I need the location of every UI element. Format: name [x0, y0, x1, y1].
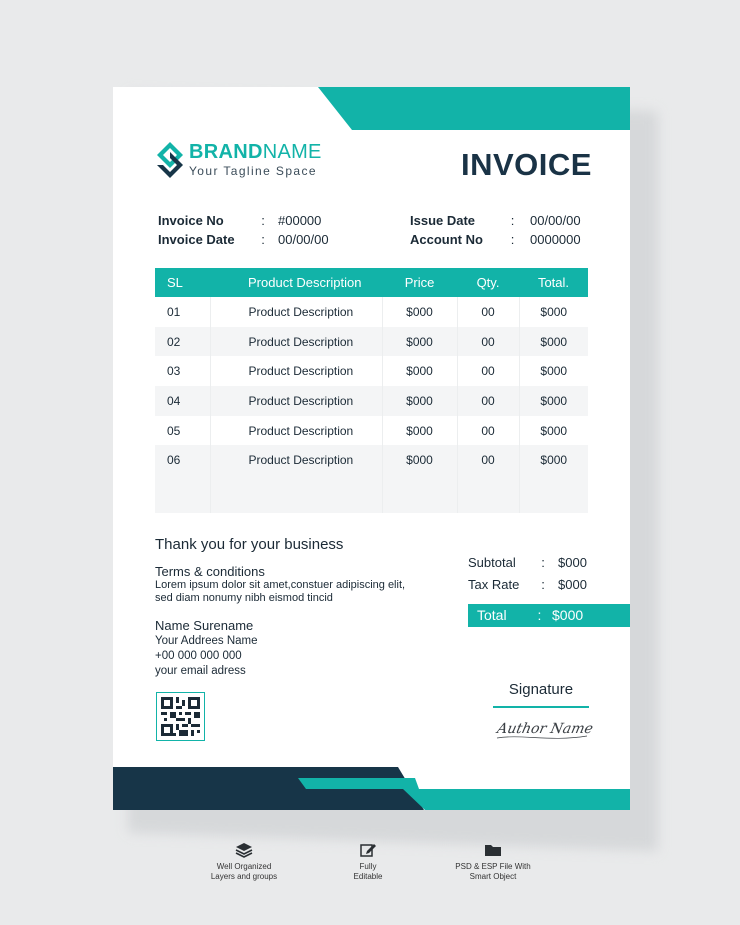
terms-text	[155, 579, 425, 605]
qr-code	[156, 692, 205, 741]
brand-block	[155, 140, 322, 178]
cell-sl: 05	[155, 416, 210, 446]
signature-label: Signature	[508, 681, 574, 698]
feature-item	[333, 842, 403, 882]
thank-you-text: Thank you for your business	[155, 536, 344, 553]
table-row	[155, 356, 588, 386]
subtotal-separator: :	[541, 555, 545, 570]
feature-line: Smart Object	[469, 872, 517, 881]
cell-description: Product Description	[210, 356, 382, 386]
contact-address: Your Addrees Name	[155, 635, 258, 647]
tax-row	[468, 574, 587, 596]
contact-email: your email adress	[155, 665, 246, 677]
brand-name-bold: BRAND	[189, 140, 263, 163]
subtotal-value: $000	[558, 555, 587, 570]
grand-total-bar	[468, 604, 630, 627]
table-row	[155, 445, 588, 475]
feature-item	[448, 842, 538, 882]
cell-sl: 03	[155, 356, 210, 386]
cell-total: $000	[540, 423, 568, 438]
cell-price: $000	[382, 356, 457, 386]
meta-label: Issue Date	[410, 213, 476, 228]
cell-total: $000	[519, 445, 588, 475]
meta-value: #00000	[278, 213, 322, 228]
cell-total: $000	[540, 364, 568, 379]
meta-label: Invoice Date	[158, 232, 235, 247]
feature-line: PSD & ESP File With	[455, 862, 531, 871]
meta-label: Account No	[410, 232, 483, 247]
terms-line: sed diam nonumy nibh eismod tincid	[155, 592, 333, 604]
feature-line: Fully	[359, 862, 377, 871]
invoice-meta-left	[158, 211, 329, 249]
cell-total: $000	[540, 304, 568, 319]
cell-price: $000	[382, 416, 457, 446]
brand-tagline: Your Tagline Space	[189, 163, 317, 178]
table-header-row	[155, 268, 588, 297]
cell-price: $000	[382, 386, 457, 416]
cell-qty: 00	[457, 445, 519, 475]
invoice-page	[113, 87, 630, 810]
cell-description: Product Description	[210, 386, 382, 416]
total-separator: :	[537, 607, 542, 623]
meta-separator: :	[510, 213, 515, 228]
bottom-accent-band	[113, 767, 630, 810]
cell-price: $000	[382, 297, 457, 327]
contact-block	[155, 618, 258, 679]
total-value: $000	[552, 607, 584, 623]
folder-icon	[484, 842, 502, 858]
subtotal-label: Subtotal	[468, 555, 516, 570]
brand-logo-icon	[155, 140, 185, 178]
total-label: Total	[477, 607, 507, 623]
layers-icon	[235, 842, 253, 858]
author-signature-text: Author Name	[495, 721, 595, 737]
header-description: Product Description	[210, 268, 382, 297]
features-row	[0, 842, 740, 902]
meta-row	[410, 230, 581, 249]
cell-description: Product Description	[210, 416, 382, 446]
tax-separator: :	[541, 577, 545, 592]
terms-line: Lorem ipsum dolor sit amet,constuer adipiscing elit,	[155, 579, 406, 591]
feature-line: Layers and groups	[210, 872, 278, 881]
cell-sl: 04	[155, 386, 210, 416]
contact-name: Name Surename	[155, 618, 254, 633]
contact-phone: +00 000 000 000	[155, 650, 242, 662]
meta-value: 00/00/00	[278, 232, 329, 247]
header-price: Price	[382, 268, 457, 297]
cell-total: $000	[519, 327, 588, 357]
author-signature	[491, 712, 601, 746]
cell-price: $000	[382, 445, 457, 475]
header-sl: SL	[155, 268, 210, 297]
meta-separator: :	[261, 213, 265, 228]
invoice-meta-right	[410, 211, 581, 249]
tax-label: Tax Rate	[468, 577, 520, 592]
subtotal-row	[468, 552, 587, 574]
table-row	[155, 297, 588, 327]
feature-item	[204, 842, 284, 882]
header-qty: Qty.	[457, 268, 519, 297]
cell-qty: 00	[457, 386, 519, 416]
terms-title: Terms & conditions	[155, 564, 265, 579]
meta-value: 00/00/00	[530, 213, 581, 228]
cell-qty: 00	[457, 297, 519, 327]
cell-qty: 00	[457, 356, 519, 386]
table-row	[155, 327, 588, 357]
feature-line: Editable	[353, 872, 383, 881]
cell-sl: 02	[155, 327, 210, 357]
meta-separator: :	[261, 232, 265, 247]
meta-value: 0000000	[530, 232, 581, 247]
meta-row	[158, 230, 329, 249]
table-row	[155, 416, 588, 446]
signature-underline	[493, 706, 589, 708]
brand-name-rest: NAME	[262, 140, 322, 163]
edit-icon	[359, 842, 377, 858]
items-table	[155, 268, 588, 513]
meta-separator: :	[510, 232, 515, 247]
cell-sl: 01	[155, 297, 210, 327]
cell-sl: 06	[155, 445, 210, 475]
tax-value: $000	[558, 577, 587, 592]
cell-description: Product Description	[210, 445, 382, 475]
meta-label: Invoice No	[158, 213, 224, 228]
cell-price: $000	[382, 327, 457, 357]
invoice-title: INVOICE	[461, 147, 592, 182]
meta-row	[410, 211, 581, 230]
feature-line: Well Organized	[216, 862, 272, 871]
top-accent-band	[318, 87, 630, 130]
table-row	[155, 386, 588, 416]
cell-description: Product Description	[210, 297, 382, 327]
brand-name	[189, 142, 322, 162]
meta-row	[158, 211, 329, 230]
cell-qty: 00	[457, 416, 519, 446]
qr-code-icon	[161, 697, 200, 736]
totals-block	[468, 552, 587, 596]
header-total: Total.	[519, 268, 588, 297]
cell-qty: 00	[457, 327, 519, 357]
table-row-empty	[155, 475, 588, 513]
cell-total: $000	[519, 386, 588, 416]
cell-description: Product Description	[210, 327, 382, 357]
